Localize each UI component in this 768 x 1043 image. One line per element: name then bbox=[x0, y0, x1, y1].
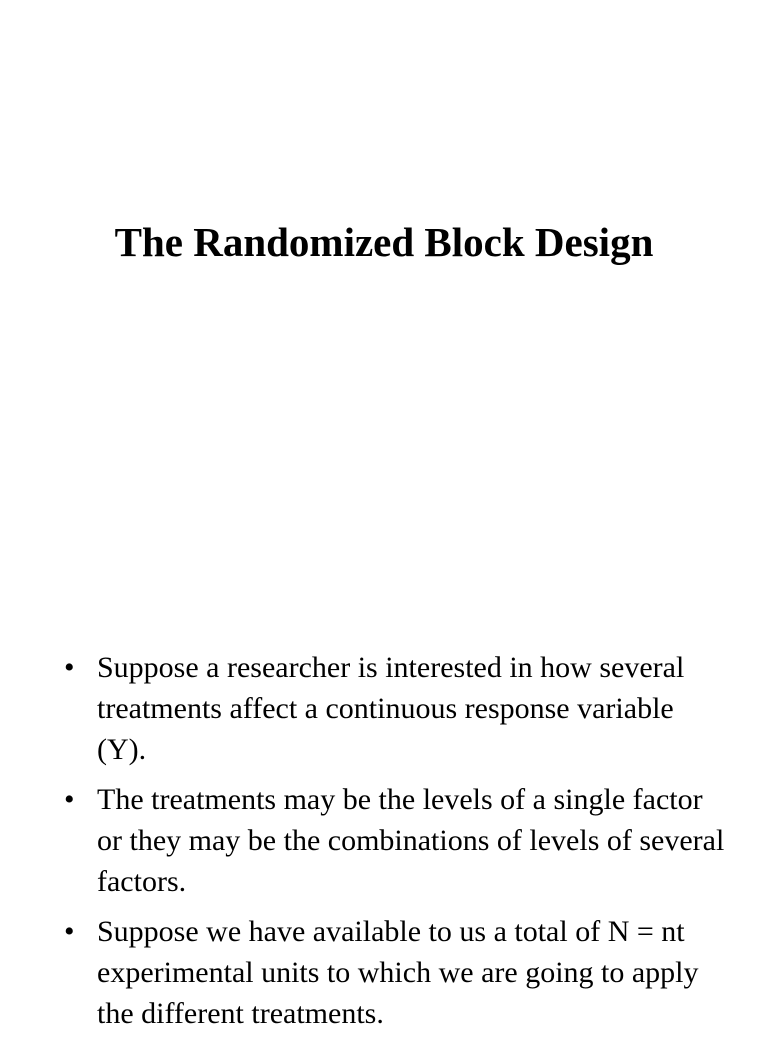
bullet-point-icon: • bbox=[64, 783, 75, 816]
bullet-text: The treatments may be the levels of a single factor or they may be the combinations of levels of several factors. bbox=[97, 783, 725, 898]
bullet-text: Suppose a researcher is interested in how several treatments affect a continuous response variable (Y). bbox=[97, 651, 685, 766]
bullet-item bbox=[0, 911, 768, 1034]
bullet-item bbox=[0, 779, 768, 902]
bullet-item bbox=[0, 647, 768, 770]
slide-title: The Randomized Block Design bbox=[114, 219, 654, 265]
bullet-point-icon: • bbox=[64, 915, 75, 948]
bullet-point-icon: • bbox=[64, 651, 75, 684]
bullet-text: Suppose we have available to us a total of N = nt experimental units to which we are going to apply the different treatments. bbox=[97, 915, 699, 1030]
bullet-list bbox=[0, 647, 768, 1043]
